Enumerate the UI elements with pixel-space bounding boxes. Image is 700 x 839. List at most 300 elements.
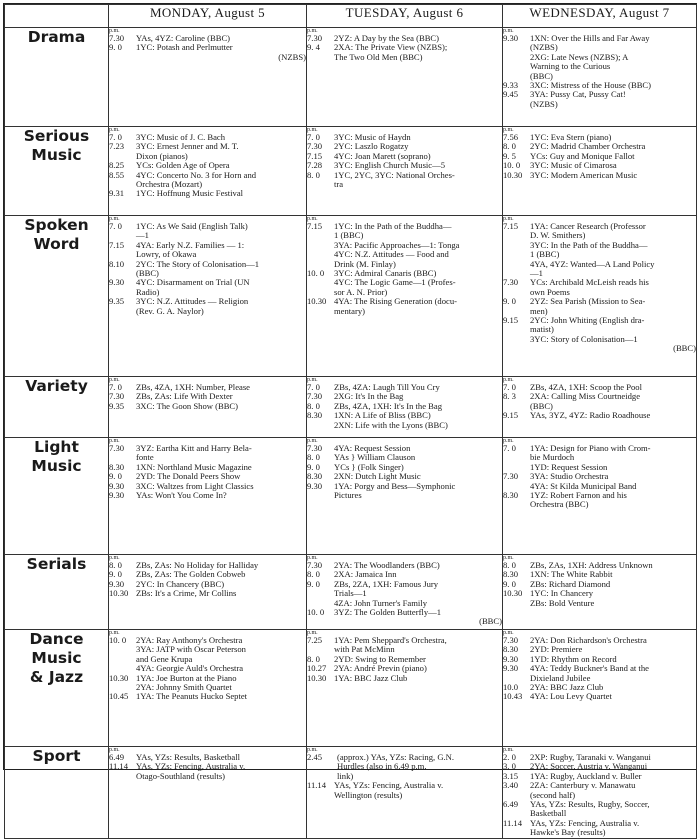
program-entry [503, 344, 696, 353]
program-title: 3YA: Studio Orchestra 4YA: St Kilda Municipal Band [530, 471, 637, 491]
program-title: 3YC: English Church Music—5 [334, 160, 446, 171]
program-title: 3YC: Ernest Jenner and M. T. Dixon (pianos) [136, 141, 239, 161]
pm-marker: p.m. [109, 747, 120, 753]
pm-marker: p.m. [503, 747, 514, 753]
pm-marker: p.m. [307, 438, 318, 444]
program-title: YAs, YZs: Fencing, Australia v. Hawke's Bay (results) [530, 817, 640, 838]
schedule-cell-tuesday [307, 28, 503, 127]
program-title: 2YA: Ray Anthony's Orchestra 3YA: JATP with Oscar Peterson and Gene Krupa 4YA: Georgie Auld's Orchestra [136, 635, 246, 674]
pm-marker: p.m. [307, 28, 318, 34]
pm-marker: p.m. [109, 28, 120, 34]
program-title: 3XC: The Goon Show (BBC) [136, 400, 239, 411]
program-time: 7.30 [503, 635, 519, 645]
program-time: 8. 0 [307, 452, 320, 463]
program-time [503, 344, 530, 353]
pm-marker: p.m. [307, 216, 318, 222]
pm-marker: p.m. [503, 377, 514, 383]
schedule-cell-monday [109, 127, 307, 216]
schedule-cell-monday [109, 28, 307, 127]
program-title: 2YD: Swing to Remember [334, 653, 426, 664]
program-time: 8. 0 [307, 169, 320, 180]
program-entry [109, 278, 306, 297]
program-title: YAs, 3YZ, 4YZ: Radio Roadhouse [530, 410, 651, 421]
program-time: 8. 0 [503, 141, 516, 152]
program-title: 2XN: Dutch Light Music [334, 471, 421, 482]
program-title: YAs } William Clauson [334, 452, 416, 463]
program-title: 3YC: Admiral Canaris (BBC) [334, 268, 437, 279]
program-title: 3YZ: Eartha Kitt and Harry Bela- fonte [136, 443, 252, 463]
program-time: 7. 0 [503, 443, 516, 453]
program-entry [503, 819, 696, 838]
category-label: Dance Music & Jazz [5, 630, 109, 747]
program-title: ZBs, ZAs: The Golden Cobweb [136, 569, 246, 580]
program-time: 9.30 [307, 480, 323, 491]
program-title: 4YA: Early N.Z. Families — 1: Lowry, of Okawa [136, 239, 245, 260]
program-time: 10.30 [307, 296, 327, 307]
program-title: 1YC: In the Path of the Buddha— 1 (BBC) [334, 221, 452, 241]
program-entry [503, 444, 696, 472]
corner-cell [5, 5, 109, 28]
schedule-cell-wednesday [503, 438, 697, 555]
program-title: YCs: Archibald McLeish reads his own Poems [530, 277, 649, 297]
schedule-cell-monday [109, 630, 307, 747]
schedule-cell-tuesday [307, 216, 503, 377]
category-row [5, 216, 697, 377]
program-time: 6.49 [109, 752, 125, 762]
program-entry [109, 189, 306, 198]
program-time: 11.14 [503, 817, 523, 828]
schedule-cell-tuesday [307, 747, 503, 839]
program-entry [109, 297, 306, 316]
program-title: 2YC: In Chancery (BBC) [136, 578, 225, 589]
program-entry [503, 411, 696, 420]
program-time: 8.55 [109, 169, 125, 180]
program-entry [109, 491, 306, 500]
program-title: YCs: Guy and Monique Fallot [530, 150, 635, 161]
program-entry [307, 636, 502, 655]
program-title: 1YA: BBC Jazz Club [334, 672, 408, 683]
program-title: 4YC: Disarmament on Trial (UN Radio) [136, 277, 250, 297]
program-title: 2YD: The Donald Peers Show [136, 471, 241, 482]
program-time: 10.45 [109, 691, 129, 702]
program-entry [109, 241, 306, 260]
program-time: 8.30 [503, 644, 519, 655]
pm-marker: p.m. [109, 127, 120, 133]
pm-marker: p.m. [109, 216, 120, 222]
day-header-monday: MONDAY, August 5 [109, 5, 307, 28]
program-entry [109, 171, 306, 190]
program-time: 9. 0 [503, 296, 516, 307]
program-time: 9.35 [109, 296, 125, 307]
program-time: 10.30 [503, 169, 523, 180]
program-time: 7.15 [307, 150, 323, 161]
program-time: 7.23 [109, 141, 125, 152]
pm-marker: p.m. [503, 555, 514, 561]
category-row [5, 630, 697, 747]
pm-marker: p.m. [109, 630, 120, 636]
program-title: 1XN: Northland Music Magazine [136, 461, 252, 472]
program-title: YAs, YZs: Fencing, Australia v. Wellington (results) [334, 780, 444, 800]
program-time: 8.30 [307, 410, 323, 421]
program-title: 1YC: Potash and Perlmutter [136, 42, 233, 53]
program-entry [307, 781, 502, 800]
program-title: 2YA: BBC Jazz Club [530, 682, 604, 693]
schedule-cell-monday [109, 747, 307, 839]
program-time: 10.30 [109, 672, 129, 683]
program-time: 7.25 [307, 635, 323, 645]
program-title: ZBs, 4ZA, 1XH: Number, Please [136, 382, 250, 392]
program-entry [503, 392, 696, 411]
program-time: 10. 0 [307, 607, 325, 618]
program-entry [503, 664, 696, 683]
program-time: 10. 0 [503, 160, 521, 171]
schedule-cell-wednesday [503, 216, 697, 377]
program-title: 1XN: A Life of Bliss (BBC) 2XN: Life with the Lyons (BBC) [334, 410, 448, 430]
program-entry [503, 34, 696, 53]
program-title: (BBC) [673, 343, 696, 354]
program-time: 7.15 [109, 239, 125, 250]
program-title: 1XN: The White Rabbit [530, 569, 613, 580]
day-header-wednesday: WEDNESDAY, August 7 [503, 5, 697, 28]
program-time: 2.45 [307, 752, 323, 762]
program-time: 7. 0 [109, 221, 122, 231]
pm-marker: p.m. [307, 747, 318, 753]
program-title: 1YA: Porgy and Bess—Symphonic Pictures [334, 480, 456, 501]
program-time: 7.15 [503, 221, 519, 231]
pm-marker: p.m. [307, 555, 318, 561]
program-title: 4YA: The Rising Generation (docu- mentary) [334, 296, 457, 316]
schedule-cell-monday [109, 438, 307, 555]
program-title: 1YA: Joe Burton at the Piano 2YA: Johnny Smith Quartet [136, 672, 237, 693]
program-title: 1YC, 2YC, 3YC: National Orches- tra [334, 169, 455, 190]
program-title: 2YA: Don Richardson's Orchestra [530, 635, 647, 645]
program-entry [503, 491, 696, 510]
program-title: 1YA: The Peanuts Hucko Septet [136, 691, 248, 702]
program-title: 3XC: Waltzes from Light Classics [136, 480, 254, 491]
program-entry [307, 608, 502, 617]
program-time: 9. 4 [307, 42, 320, 53]
program-entry [109, 444, 306, 463]
program-time: 7. 0 [109, 382, 122, 392]
program-time: 9. 0 [109, 569, 122, 580]
schedule-cell-tuesday [307, 630, 503, 747]
program-time: 8. 0 [307, 653, 320, 664]
program-time: 9. 5 [503, 150, 516, 161]
program-title: 1YA: Rugby, Auckland v. Buller [530, 770, 642, 781]
program-title: 1YA: Design for Piano with Crom- bie Murdoch 1YD: Request Session [530, 443, 651, 472]
program-time: 3. 0 [503, 761, 516, 772]
category-label: Sport [5, 747, 109, 839]
program-time [109, 53, 136, 62]
program-entry [503, 90, 696, 109]
program-entry [503, 171, 696, 180]
category-row [5, 28, 697, 127]
pm-marker: p.m. [503, 127, 514, 133]
program-title: 4YA: Request Session [334, 443, 411, 453]
category-label: Variety [5, 377, 109, 438]
program-entry [109, 142, 306, 161]
pm-marker: p.m. [109, 438, 120, 444]
program-time: 9.30 [109, 277, 125, 288]
program-time: 9.33 [503, 80, 519, 91]
program-entry [109, 43, 306, 52]
program-time: 7. 0 [307, 382, 320, 392]
program-title: 2YD: Premiere [530, 644, 583, 655]
program-entry [109, 636, 306, 674]
program-title: 2YC: Laszlo Rogatzy [334, 141, 409, 152]
pm-marker: p.m. [109, 555, 120, 561]
program-entry [109, 692, 306, 701]
program-time: 7.30 [307, 443, 323, 453]
program-time: 10.30 [109, 588, 129, 599]
program-time: 9.35 [109, 400, 125, 411]
program-title: 2XA: Jamaica Inn [334, 569, 397, 580]
program-title: 1YC: Eva Stern (piano) [530, 132, 612, 142]
program-time: 8. 3 [503, 391, 516, 402]
program-title: 1YD: Rhythm on Record [530, 653, 617, 664]
pm-marker: p.m. [503, 216, 514, 222]
program-time: 10. 0 [109, 635, 127, 645]
category-label: Light Music [5, 438, 109, 555]
program-time: 8.30 [109, 461, 125, 472]
schedule-cell-wednesday [503, 630, 697, 747]
program-title: YAs, YZs: Fencing, Australia v. Otago-Southland (results) [136, 761, 246, 781]
program-entry [307, 241, 502, 269]
program-time: 9.15 [503, 410, 519, 421]
program-time: 3.15 [503, 770, 519, 781]
program-time: 9. 0 [503, 578, 516, 589]
pm-marker: p.m. [307, 127, 318, 133]
program-title: ZBs: Richard Diamond [530, 578, 611, 589]
day-header-row [5, 5, 697, 28]
program-entry [503, 589, 696, 608]
program-title: ZBs, ZAs: Life With Dexter [136, 391, 233, 402]
program-title: 3YC: N.Z. Attitudes — Religion (Rev. G. A. Naylor) [136, 296, 249, 316]
program-time: 7.30 [307, 141, 323, 152]
day-header-tuesday: TUESDAY, August 6 [307, 5, 503, 28]
program-title: 2XP: Rugby, Taranaki v. Wanganui [530, 752, 651, 762]
program-title: 2ZA: Canterbury v. Manawatu (second half) [530, 780, 636, 800]
program-time: 10. 0 [307, 268, 325, 279]
program-time: 7.30 [503, 277, 519, 288]
schedule-cell-monday [109, 377, 307, 438]
program-title: 2YA: André Previn (piano) [334, 663, 427, 674]
program-time: 9. 0 [307, 578, 320, 589]
program-title: YCs } (Folk Singer) [334, 461, 404, 472]
program-title: 1YC: As We Said (English Talk) —1 [136, 221, 248, 241]
program-title: 4YC: Joan Marett (soprano) [334, 150, 431, 161]
program-entry [503, 53, 696, 81]
program-time: 8.30 [307, 471, 323, 482]
program-time: 9. 0 [109, 42, 122, 53]
program-entry [109, 53, 306, 62]
program-entry [503, 800, 696, 819]
program-time: 8.10 [109, 258, 125, 269]
program-title: (BBC) [479, 616, 502, 627]
pm-marker: p.m. [503, 630, 514, 636]
program-entry [109, 674, 306, 693]
program-entry [307, 222, 502, 241]
category-row [5, 377, 697, 438]
program-title: 2XA: Calling Miss Courtneidge (BBC) [530, 391, 641, 411]
category-row [5, 747, 697, 839]
program-title: ZBs, 2ZA, 1XH: Famous Jury Trials—1 4ZA: John Turner's Family [334, 578, 439, 608]
program-title: 2YZ: Sea Parish (Mission to Sea- men) [530, 296, 646, 316]
program-time: 8.30 [503, 569, 519, 580]
program-time: 8. 0 [307, 400, 320, 411]
program-entry [503, 278, 696, 297]
schedule-cell-wednesday [503, 28, 697, 127]
program-title: 4YA: Lou Levy Quartet [530, 691, 612, 702]
program-title: 3YC: Music of Cimarosa [530, 160, 617, 171]
category-label: Drama [5, 28, 109, 127]
program-entry [503, 222, 696, 278]
program-time: 8.30 [503, 490, 519, 501]
program-time: 8.25 [109, 160, 125, 171]
program-time [503, 53, 530, 81]
category-label: Spoken Word [5, 216, 109, 377]
program-entry [307, 171, 502, 190]
schedule-cell-wednesday [503, 127, 697, 216]
tv-radio-guide-page [3, 3, 697, 838]
program-title: 3XC: Mistress of the House (BBC) [530, 80, 652, 91]
program-title: 2XG: It's In the Bag [334, 391, 404, 402]
program-time: 7.30 [109, 391, 125, 402]
pm-marker: p.m. [307, 377, 318, 383]
program-title: 1YZ: Robert Farnon and his Orchestra (BBC) [530, 490, 627, 510]
program-title: 4YA: Teddy Buckner's Band at the Dixieland Jubilee [530, 663, 649, 683]
program-title: 1YA: Cancer Research (Professor D. W. Smithers) 3YC: In the Path of the Buddha— 1 (BBC) 4YA, 4YZ: Wanted—A Land Policy —1 [530, 221, 655, 279]
program-time: 10.30 [307, 672, 327, 683]
program-title: YCs: Golden Age of Opera [136, 160, 230, 171]
program-entry [503, 772, 696, 781]
program-title: 2YC: John Whiting (English dra- matist) 3YC: Story of Colonisation—1 [530, 315, 645, 344]
program-time: 10.0 [503, 682, 519, 693]
schedule-cell-tuesday [307, 377, 503, 438]
category-row [5, 438, 697, 555]
program-title: 3YC: Modern American Music [530, 169, 638, 180]
program-time: 11.14 [307, 780, 327, 791]
program-time: 7.30 [307, 391, 323, 402]
program-title: 4YC: Concerto No. 3 for Horn and Orchestra (Mozart) [136, 169, 257, 190]
program-entry [307, 482, 502, 501]
category-row [5, 127, 697, 216]
program-title: ZBs: It's a Crime, Mr Collins [136, 588, 237, 599]
schedule-cell-tuesday [307, 555, 503, 630]
pm-marker: p.m. [307, 630, 318, 636]
program-time: 11.14 [109, 761, 129, 772]
program-time: 7. 0 [503, 382, 516, 392]
schedule-cell-wednesday [503, 747, 697, 839]
program-title: YAs, YZs: Results, Basketball [136, 752, 240, 762]
program-time: 10.27 [307, 663, 327, 674]
program-time: 7.56 [503, 132, 519, 142]
program-entry [503, 692, 696, 701]
program-time: 6.49 [503, 799, 519, 810]
program-entry [503, 472, 696, 491]
program-title: ZBs, 4ZA: Laugh Till You Cry [334, 382, 440, 392]
program-time: 9.15 [503, 315, 519, 326]
program-entry [307, 674, 502, 683]
pm-marker: p.m. [503, 438, 514, 444]
program-time: 9.30 [503, 33, 519, 43]
program-title: 2YA: Soccer, Austria v. Wanganui [530, 761, 648, 772]
program-entry [109, 222, 306, 241]
program-time: 2. 0 [503, 752, 516, 762]
program-entry [503, 297, 696, 316]
program-time: 9.30 [503, 663, 519, 674]
program-title: ZBs, ZAs, 1XH: Address Unknown [530, 560, 653, 570]
program-entry [109, 402, 306, 411]
program-time: 8. 0 [109, 560, 122, 570]
program-time: 3.40 [503, 780, 519, 791]
program-time: 9.30 [109, 578, 125, 589]
program-entry [307, 43, 502, 62]
program-entry [503, 316, 696, 344]
program-entry [307, 753, 502, 781]
program-entry [503, 781, 696, 800]
schedule-cell-tuesday [307, 438, 503, 555]
program-title: 1YC: In Chancery ZBs: Bold Venture [530, 588, 595, 608]
program-entry [307, 580, 502, 608]
program-title: 4YC: The Logic Game—1 (Profes- sor A. N. Prior) [334, 277, 456, 297]
pm-marker: p.m. [503, 28, 514, 34]
schedule-cell-tuesday [307, 127, 503, 216]
program-title: 1YA: Pem Sheppard's Orchestra, with Pat McMinn [334, 635, 447, 655]
schedule-cell-wednesday [503, 377, 697, 438]
program-time: 7.30 [503, 471, 519, 482]
program-title: YAs, 4YZ: Caroline (BBC) [136, 33, 231, 43]
program-title: (NZBS) [278, 51, 306, 62]
program-title: ZBs, 4ZA, 1XH: It's In the Bag [334, 400, 443, 411]
program-title: 1XN: Over the Hills and Far Away (NZBS) [530, 33, 650, 53]
program-time: 7.30 [109, 33, 125, 43]
program-time: 9. 0 [109, 471, 122, 482]
program-entry [109, 589, 306, 598]
program-title: 2YZ: A Day by the Sea (BBC) [334, 33, 440, 43]
category-label: Serials [5, 555, 109, 630]
program-title: 2XG: Late News (NZBS); A Warning to the Curious (BBC) [530, 51, 629, 81]
program-time: 10.43 [503, 691, 523, 702]
program-title: YAs, YZs: Results, Rugby, Soccer, Basketball [530, 799, 650, 819]
program-title: 2YA: The Woodlanders (BBC) [334, 560, 440, 570]
pm-marker: p.m. [109, 377, 120, 383]
schedule-cell-monday [109, 216, 307, 377]
program-title: 3YC: Music of Haydn [334, 132, 411, 142]
program-time: 7. 0 [109, 132, 122, 142]
program-title: (approx.) YAs, YZs: Racing, G.N. Hurdles (also in 6.49 p.m. link) [337, 752, 455, 781]
program-time: 8. 0 [307, 569, 320, 580]
program-time: 9.30 [109, 480, 125, 491]
program-time: 9.31 [109, 188, 125, 199]
program-time [307, 278, 334, 297]
program-title: 3YZ: The Golden Butterfly—1 [334, 607, 442, 618]
program-entry [307, 297, 502, 316]
program-time: 7.30 [307, 33, 323, 43]
program-time: 7.28 [307, 160, 323, 171]
category-label: Serious Music [5, 127, 109, 216]
program-time: 7.30 [307, 560, 323, 570]
program-time: 7. 0 [307, 132, 320, 142]
program-title: 2YC: Madrid Chamber Orchestra [530, 141, 646, 152]
schedule-cell-wednesday [503, 555, 697, 630]
program-time: 9.45 [503, 89, 519, 100]
schedule-cell-monday [109, 555, 307, 630]
program-time: 7.30 [109, 443, 125, 453]
program-title: 3YA: Pussy Cat, Pussy Cat! (NZBS) [530, 89, 626, 109]
program-entry [307, 411, 502, 430]
program-time [307, 617, 334, 626]
